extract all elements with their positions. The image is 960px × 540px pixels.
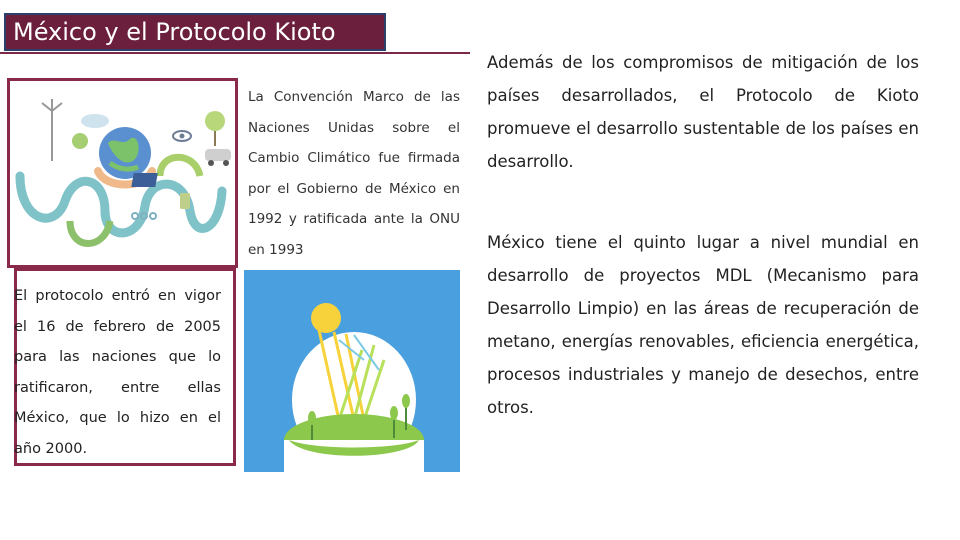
mdl-paragraph: México tiene el quinto lugar a nivel mundial en desarrollo de proyectos MDL (Mecanismo para Desarrollo Limpio) en las áreas de recuperación de metano, energías renovables, eficiencia energética, procesos industriales y manejo de desechos, entre otros. <box>487 233 919 417</box>
slide-title: México y el Protocolo Kioto <box>4 13 386 51</box>
sun-landscape-illustration-icon <box>244 270 460 472</box>
sustainability-illustration-icon <box>7 78 238 268</box>
mitigation-paragraph: Además de los compromisos de mitigación de los países desarrollados, el Protocolo de Kioto promueve el desarrollo sustentable de los países en desarrollo. <box>487 53 919 171</box>
protocol-paragraph: El protocolo entró en vigor el 16 de febrero de 2005 para las naciones que lo ratificaron, entre ellas México, que lo hizo en el año 2000. <box>14 288 221 457</box>
convention-paragraph: La Convención Marco de las Naciones Unidas sobre el Cambio Climático fue firmada por el Gobierno de México en 1992 y ratificada ante la ONU en 1993 <box>248 89 460 258</box>
title-underline <box>0 52 470 54</box>
